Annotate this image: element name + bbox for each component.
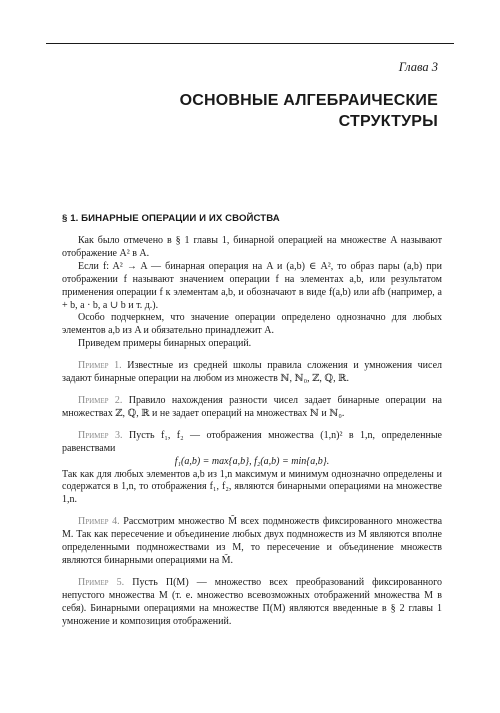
section-heading: § 1. БИНАРНЫЕ ОПЕРАЦИИ И ИХ СВОЙСТВА: [62, 213, 280, 224]
example-5: [62, 577, 442, 629]
chapter-title-line-1: ОСНОВНЫЕ АЛГЕБРАИЧЕСКИЕ: [179, 92, 438, 109]
example-1: [62, 360, 442, 386]
example-label: Пример 3.: [78, 429, 123, 441]
chapter-title: [180, 90, 438, 132]
example-text: Рассмотрим множество M̃ всех подмножеств фиксированного множества M. Так как пересечение и объединение любых двух подмножеств из M являются вполне определенными подмножествами из M, то пересечение и объединение множеств являются бинарными операциями на M̃.: [62, 516, 443, 566]
example-text-continued: Так как для любых элементов a,b из 1,n максимум и минимум однозначно определены и содержатся в 1,n, то отображения f₁, f₂, являются бинарными операциями на множестве 1,n.: [62, 468, 442, 506]
example-text: Известные из средней школы правила сложения и умножения чисел задают бинарные операции на любом из множеств ℕ, ℕ₀, ℤ, ℚ, ℝ.: [62, 360, 443, 385]
example-3: [62, 430, 442, 456]
example-label: Пример 4.: [78, 516, 120, 528]
formula: f₁(a,b) = max{a,b}, f₂(a,b) = min{a,b}.: [174, 455, 330, 467]
paragraph: Особо подчеркнем, что значение операции определено однозначно для любых элементов a,b из A и обязательно принадлежит A.: [62, 312, 442, 337]
header-rule: [46, 43, 454, 44]
example-4: [62, 516, 442, 568]
body-text: [62, 235, 442, 628]
chapter-title-line-2: СТРУКТУРЫ: [338, 113, 438, 130]
example-label: Пример 5.: [78, 576, 125, 588]
example-2: [62, 395, 442, 421]
example-text: Пусть f₁, f₂ — отображения множества (1,n)² в 1,n, определенные равенствами: [62, 429, 442, 454]
example-label: Пример 2.: [78, 394, 123, 406]
paragraph: Как было отмечено в § 1 главы 1, бинарной операцией на множестве A называют отображение A² в A.: [62, 235, 442, 259]
paragraph: Приведем примеры бинарных операций.: [78, 338, 252, 350]
paragraph: Если f: A² → A — бинарная операция на A и (a,b) ∈ A², то образ пары (a,b) при отображении f называют значением операции f на элементах a,b, или результатом применения операции f к элементам a,b, и обозначают в виде f(a,b) или afb (например, a + b, a · b, a ∪ b и т. д.).: [62, 260, 442, 311]
example-label: Пример 1.: [78, 360, 122, 372]
example-text: Пусть Π(M) — множество всех преобразований фиксированного непустого множества M (т. е. множество всевозможных отображений множества M в себя). Бинарными операциями на множестве Π(M) являются введенные в § 2 главы 1 умножение и композиция отображений.: [62, 576, 442, 627]
example-text: Правило нахождения разности чисел задает бинарные операции на множествах ℤ, ℚ, ℝ и не задает операций на множествах ℕ и ℕ₀.: [62, 394, 442, 419]
chapter-label: Глава 3: [398, 60, 438, 74]
